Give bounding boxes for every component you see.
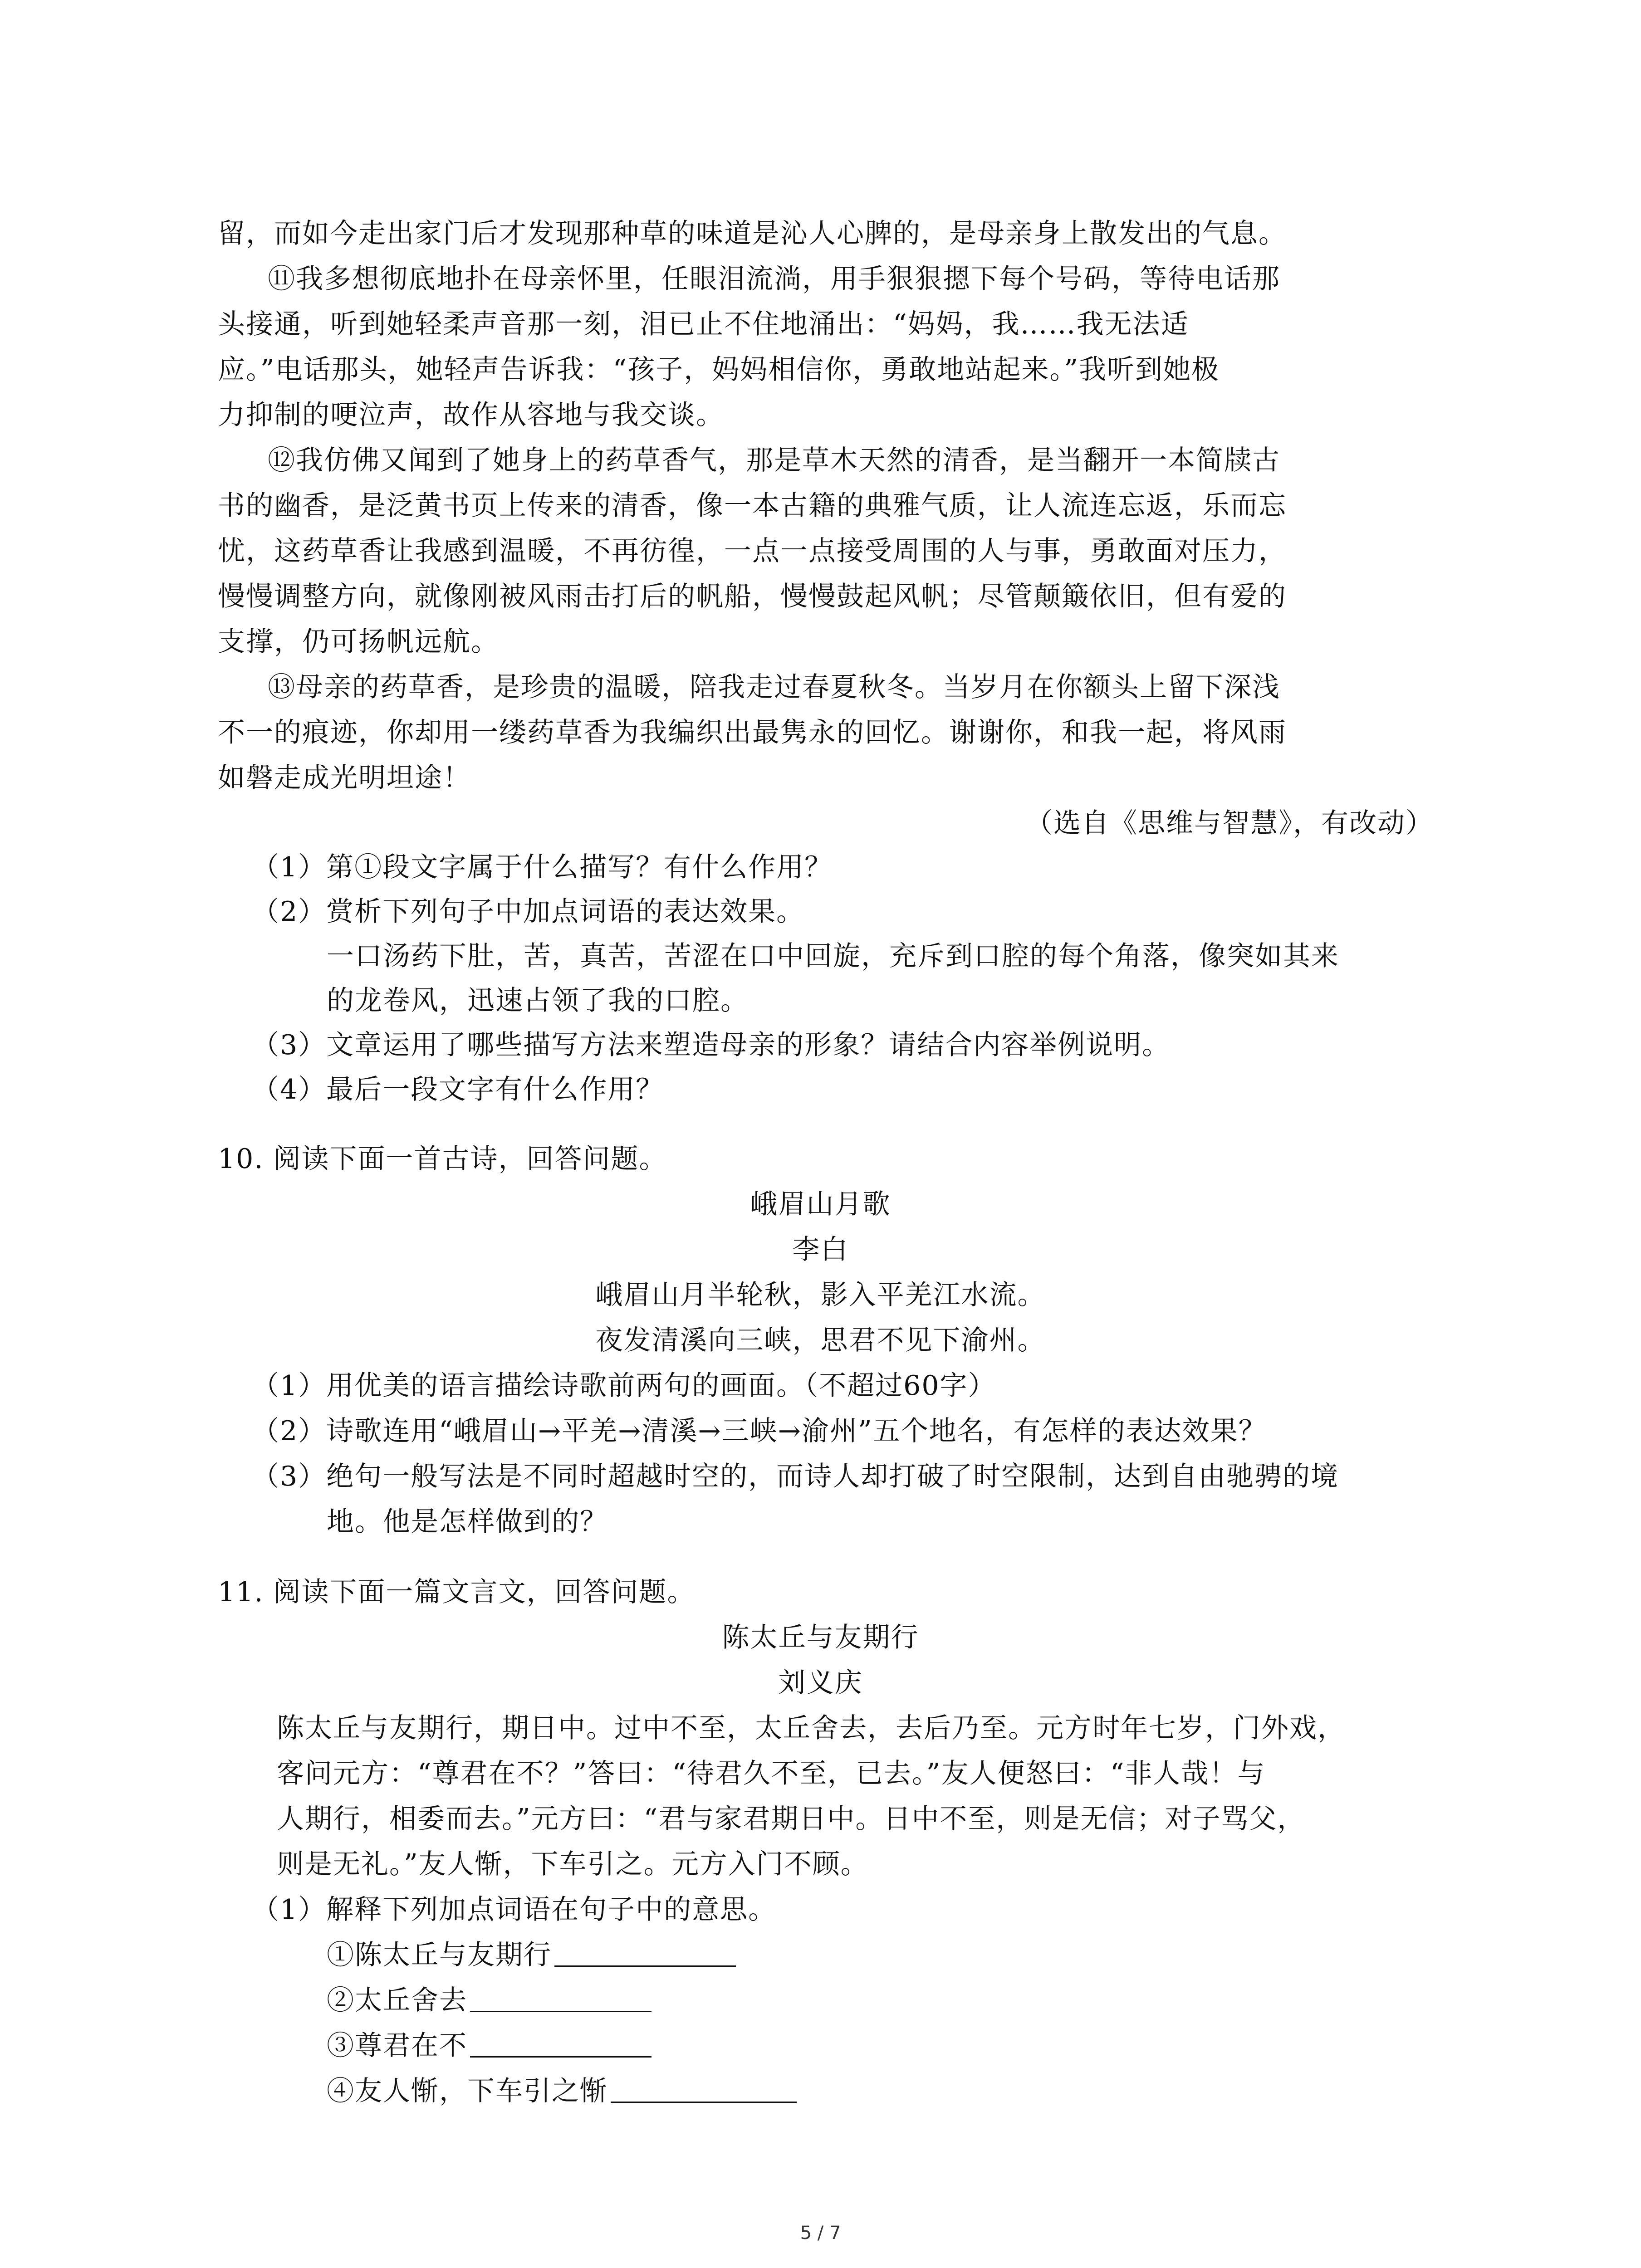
passage-line: 留，而如今走出家门后才发现那种草的味道是沁人心脾的，是母亲身上散发出的气息。 xyxy=(218,218,1287,249)
answer-blank[interactable] xyxy=(470,1985,652,2012)
answer-blank[interactable] xyxy=(554,1940,736,1967)
vocab-item xyxy=(327,1982,652,2019)
classical-text-title: 陈太丘与友期行 xyxy=(722,1622,919,1653)
passage-source: （选自《思维与智慧》，有改动） xyxy=(1025,807,1434,839)
q10-subquestion-3: （3）绝句一般写法是不同时超越时空的，而诗人却打破了时空限制，达到自由驰骋的境 xyxy=(252,1461,1339,1492)
poem-title: 峨眉山月歌 xyxy=(750,1188,891,1220)
paragraph-11-line: 头接通，听到她轻柔声音那一刻，泪已止不住地涌出：“妈妈，我……我无法适 xyxy=(218,308,1189,340)
q9-quote-line: 一口汤药下肚，苦，真苦，苦涩在口中回旋，充斥到口腔的每个角落，像突如其来 xyxy=(327,940,1339,972)
classical-text-line: 陈太丘与友期行，期日中。过中不至，太丘舍去，去后乃至。元方时年七岁，门外戏， xyxy=(277,1712,1346,1744)
q11-subquestion-1: （1）解释下列加点词语在句子中的意思。 xyxy=(252,1894,777,1926)
q11-stem: 11. 阅读下面一篇文言文，回答问题。 xyxy=(218,1576,696,1608)
vocab-item-label: ③尊君在不 xyxy=(327,2030,467,2062)
paragraph-12-line: 支撑，仍可扬帆远航。 xyxy=(218,626,499,658)
page-number: 5 / 7 xyxy=(800,2223,841,2244)
paragraph-12-line: 慢慢调整方向，就像刚被风雨击打后的帆船，慢慢鼓起风帆；尽管颠簸依旧，但有爱的 xyxy=(218,581,1287,612)
paragraph-12-line: 忧，这药草香让我感到温暖，不再彷徨，一点一点接受周围的人与事，勇敢面对压力， xyxy=(218,535,1287,567)
vocab-item-label: ②太丘舍去 xyxy=(327,1984,467,2016)
paragraph-11-line: ⑪我多想彻底地扑在母亲怀里，任眼泪流淌，用手狠狠摁下每个号码，等待电话那 xyxy=(268,263,1280,295)
answer-blank[interactable] xyxy=(470,2031,652,2058)
q9-subquestion-4: （4）最后一段文字有什么作用？ xyxy=(252,1074,664,1105)
vocab-item xyxy=(327,1937,736,1973)
q10-subquestion-3-cont: 地。他是怎样做到的？ xyxy=(327,1506,608,1538)
poem-author: 李白 xyxy=(792,1234,849,1266)
paragraph-11-line: 力抑制的哽泣声，故作从容地与我交谈。 xyxy=(218,399,724,431)
paragraph-12-line: 书的幽香，是泛黄书页上传来的清香，像一本古籍的典雅气质，让人流连忘返，乐而忘 xyxy=(218,490,1287,522)
classical-text-line: 客问元方：“尊君在不？”答曰：“待君久不至，已去。”友人便怒曰：“非人哉！与 xyxy=(277,1758,1266,1789)
vocab-item xyxy=(327,2073,797,2109)
q9-subquestion-3: （3）文章运用了哪些描写方法来塑造母亲的形象？请结合内容举例说明。 xyxy=(252,1029,1171,1061)
q10-subquestion-1: （1）用优美的语言描绘诗歌前两句的画面。（不超过60字） xyxy=(252,1370,996,1402)
poem-line: 夜发清溪向三峡，思君不见下渝州。 xyxy=(595,1325,1046,1356)
classical-text-author: 刘义庆 xyxy=(778,1667,863,1699)
classical-text-line: 则是无礼。”友人惭，下车引之。元方入门不顾。 xyxy=(277,1848,869,1880)
classical-text-line: 人期行，相委而去。”元方曰：“君与家君期日中。日中不至，则是无信；对子骂父， xyxy=(277,1803,1306,1835)
q9-subquestion-1: （1）第①段文字属于什么描写？有什么作用？ xyxy=(252,851,833,883)
q9-subquestion-2: （2）赏析下列句子中加点词语的表达效果。 xyxy=(252,896,805,928)
answer-blank[interactable] xyxy=(611,2076,797,2103)
paragraph-12-line: ⑫我仿佛又闻到了她身上的药草香气，那是草木天然的清香，是当翻开一本简牍古 xyxy=(268,445,1280,476)
q9-quote-line: 的龙卷风，迅速占领了我的口腔。 xyxy=(327,985,749,1017)
paragraph-13-line: 不一的痕迹，你却用一缕药草香为我编织出最隽永的回忆。谢谢你，和我一起，将风雨 xyxy=(218,717,1287,748)
paragraph-11-line: 应。”电话那头，她轻声告诉我：“孩子，妈妈相信你，勇敢地站起来。”我听到她极 xyxy=(218,354,1220,386)
paragraph-13-line: ⑬母亲的药草香，是珍贵的温暖，陪我走过春夏秋冬。当岁月在你额头上留下深浅 xyxy=(268,671,1280,703)
vocab-item-label: ①陈太丘与友期行 xyxy=(327,1939,552,1971)
q10-subquestion-2: （2）诗歌连用“峨眉山→平羌→清溪→三峡→渝州”五个地名，有怎样的表达效果？ xyxy=(252,1415,1267,1447)
q10-stem: 10. 阅读下面一首古诗，回答问题。 xyxy=(218,1143,667,1175)
poem-line: 峨眉山月半轮秋，影入平羌江水流。 xyxy=(595,1279,1046,1311)
paragraph-13-line: 如磐走成光明坦途！ xyxy=(218,762,471,794)
vocab-item xyxy=(327,2028,652,2064)
vocab-item-label: ④友人惭，下车引之惭 xyxy=(327,2075,608,2107)
